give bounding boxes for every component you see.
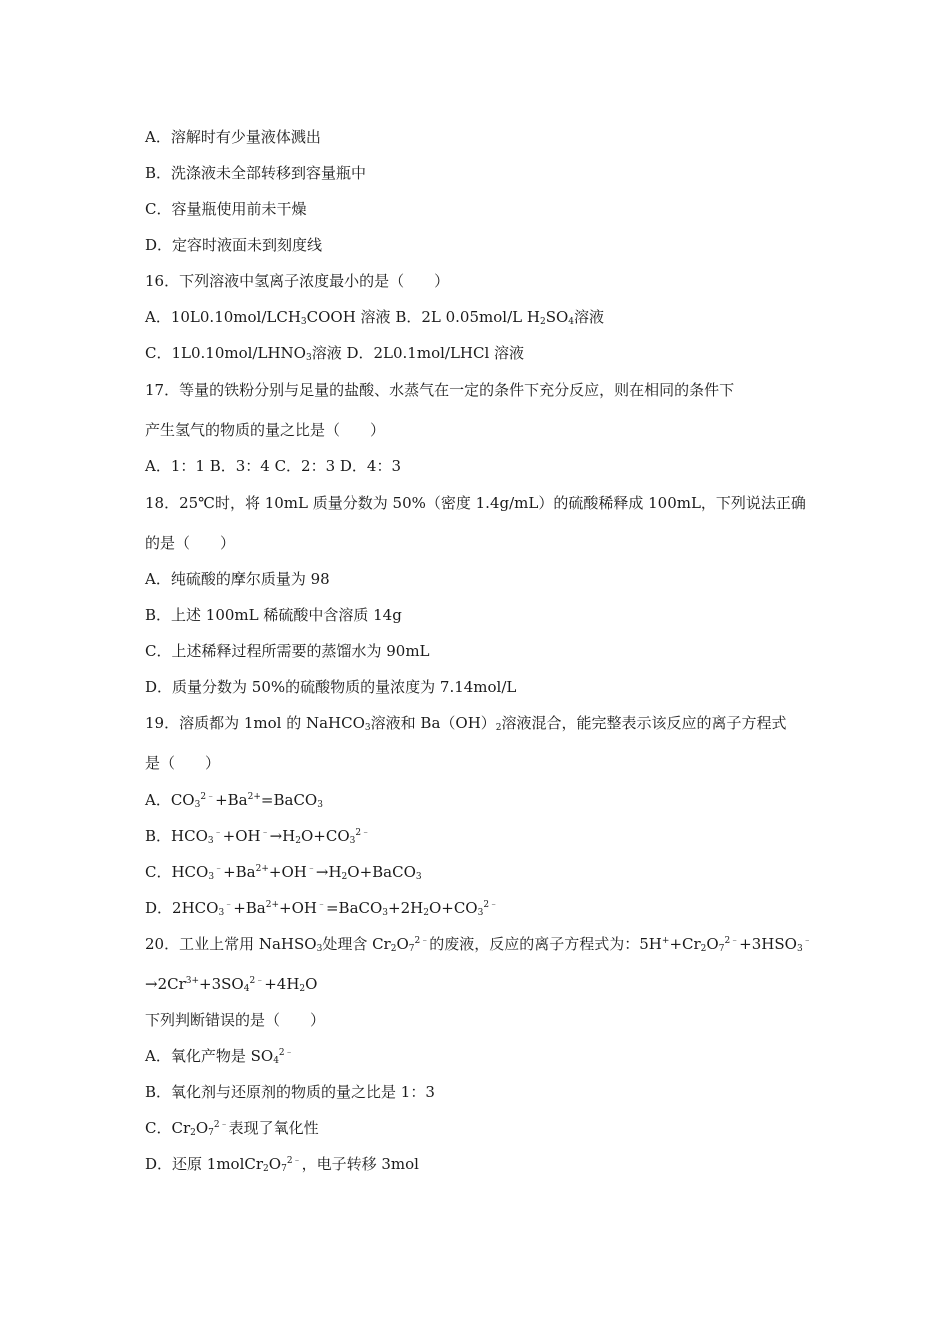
- q19-option-a: A．$CO_3^{2﹣}+Ba^{2+}=BaCO_3$: [145, 791, 323, 810]
- q17-options: A．1：1 B．3：4 C．2：3 D．4：3: [145, 457, 402, 475]
- q19-stem-line1: 19．溶质都为 1mol 的 NaHCO$_3$溶液和 $Ba(OH)_2$溶液混合，能完整表示该反应的离子方程式: [145, 714, 787, 733]
- q15-option-a: A．溶解时有少量液体溅出: [145, 128, 321, 146]
- q19-option-d: D．$2HCO_3^﹣+Ba^{2+}+OH^﹣=BaCO_3+2H_2O+CO_3^{2﹣}$: [145, 899, 499, 918]
- q20-stem-line3: 下列判断错误的是（ ）: [145, 1011, 326, 1029]
- q18-stem-line1: 18．25℃时，将 10mL 质量分数为 50%（密度 1.4g/mL）的硫酸稀释成 100mL，下列说法正确: [145, 494, 806, 512]
- q20-stem-line1: 20．工业上常用 NaHSO$_3$处理含 $Cr_2O_7^{2﹣}$的废液，反应的离子方程式为：$5H^++Cr_2O_7^{2﹣}+3HSO_3^﹣$: [145, 935, 812, 954]
- q20-option-d: D．还原 $1molCr_2O_7^{2﹣}$，电子转移 3mol: [145, 1155, 419, 1174]
- q16-options-ab: A．$10L0.10mol/LCH_3COOH$ 溶液 B．2L 0.05mol/L $H_2SO_4$溶液: [145, 308, 605, 327]
- q17-stem-line2: 产生氢气的物质的量之比是（ ）: [145, 421, 386, 439]
- q18-option-b: B．上述 100mL 稀硫酸中含溶质 14g: [145, 606, 402, 624]
- q15-option-d: D．定容时液面未到刻度线: [145, 236, 323, 254]
- q18-option-a: A．纯硫酸的摩尔质量为 98: [145, 570, 330, 588]
- q15-option-c: C．容量瓶使用前未干燥: [145, 200, 307, 218]
- q19-option-c: C．$HCO_3^﹣+Ba^{2+}+OH^﹣\to H_2O+BaCO_3$: [145, 863, 422, 882]
- q19-stem-line2: 是（ ）: [145, 754, 221, 772]
- q15-option-b: B．洗涤液未全部转移到容量瓶中: [145, 164, 367, 182]
- q16-stem: 16．下列溶液中氢离子浓度最小的是（ ）: [145, 272, 450, 290]
- q18-option-d: D．质量分数为 50%的硫酸物质的量浓度为 7.14mol/L: [145, 678, 517, 696]
- q20-option-c: C．$Cr_2O_7^{2﹣}$表现了氧化性: [145, 1119, 319, 1138]
- q20-option-b: B．氧化剂与还原剂的物质的量之比是 1：3: [145, 1083, 435, 1101]
- q18-stem-line2: 的是（ ）: [145, 534, 236, 552]
- q18-option-c: C．上述稀释过程所需要的蒸馏水为 90mL: [145, 642, 430, 660]
- q19-option-b: B．$HCO_3^﹣+OH^﹣\to H_2O+CO_3^{2﹣}$: [145, 827, 371, 846]
- q16-options-cd: C．$1L0.10mol/LHNO_3$溶液 D．2L0.1mol/LHCl 溶液: [145, 344, 525, 363]
- q20-option-a: A．氧化产物是 $SO_4^{2﹣}$: [145, 1047, 294, 1066]
- q20-stem-line2: $\to 2Cr^{3+}+3SO_4^{2﹣}+4H_2O$: [145, 975, 318, 994]
- q17-stem-line1: 17．等量的铁粉分别与足量的盐酸、水蒸气在一定的条件下充分反应，则在相同的条件下: [145, 381, 735, 399]
